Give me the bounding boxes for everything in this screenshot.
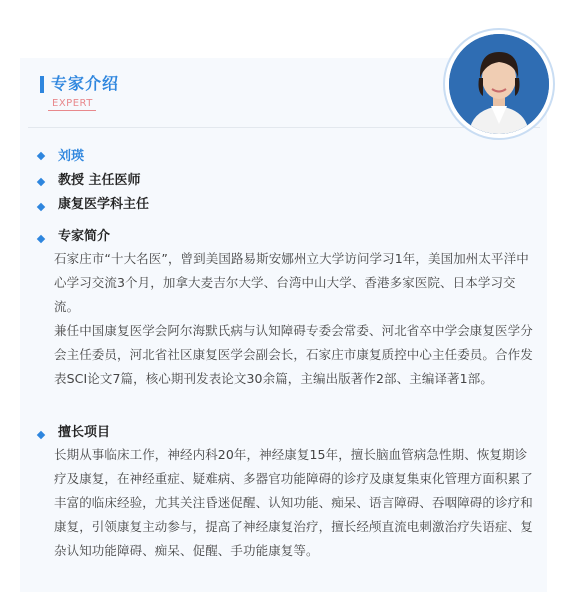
intro-paragraph-1: 石家庄市“十大名医”，曾到美国路易斯安娜州立大学访问学习1年，美国加州太平洋中心学习交流3个月，加拿大麦吉尔大学、台湾中山大学、香港多家医院、日本学习交流。 bbox=[54, 251, 529, 314]
intro-heading: 专家简介 bbox=[58, 229, 111, 244]
expert-name: 刘瑛 bbox=[58, 149, 85, 164]
intro-paragraph-2: 兼任中国康复医学会阿尔海默氏病与认知障碍专委会常委、河北省卒中学会康复医学分会主任委员，河北省社区康复医学会副会长，石家庄市康复质控中心主任委员。合作发表SCI论文7篇，核心期刊发表论文30余篇，主编出版著作2部、主编译著1部。 bbox=[54, 323, 533, 386]
avatar bbox=[449, 34, 549, 134]
section-title: 专家介绍 bbox=[51, 74, 120, 93]
subtitle-underline bbox=[48, 110, 96, 111]
expert-title: 教授 主任医师 bbox=[58, 173, 141, 188]
title-accent-bar bbox=[40, 76, 44, 93]
portrait-photo bbox=[449, 34, 549, 134]
specialty-paragraph: 长期从事临床工作，神经内科20年，神经康复15年，擅长脑血管病急性期、恢复期诊疗及康复，在神经重症、疑难病、多器官功能障碍的诊疗及康复集束化管理方面积累了丰富的临床经验，尤其关注昏迷促醒、认知功能、痴呆、语言障碍、吞咽障碍的诊疗和康复，引领康复主动参与，提高了神经康复治疗，擅长经颅直流电刺激治疗失语症、复杂认知功能障碍、痴呆、促醒、手功能康复等。 bbox=[54, 447, 533, 558]
expert-department: 康复医学科主任 bbox=[58, 197, 150, 212]
section-subtitle-en: EXPERT bbox=[52, 98, 93, 109]
specialty-heading: 擅长项目 bbox=[58, 425, 111, 440]
